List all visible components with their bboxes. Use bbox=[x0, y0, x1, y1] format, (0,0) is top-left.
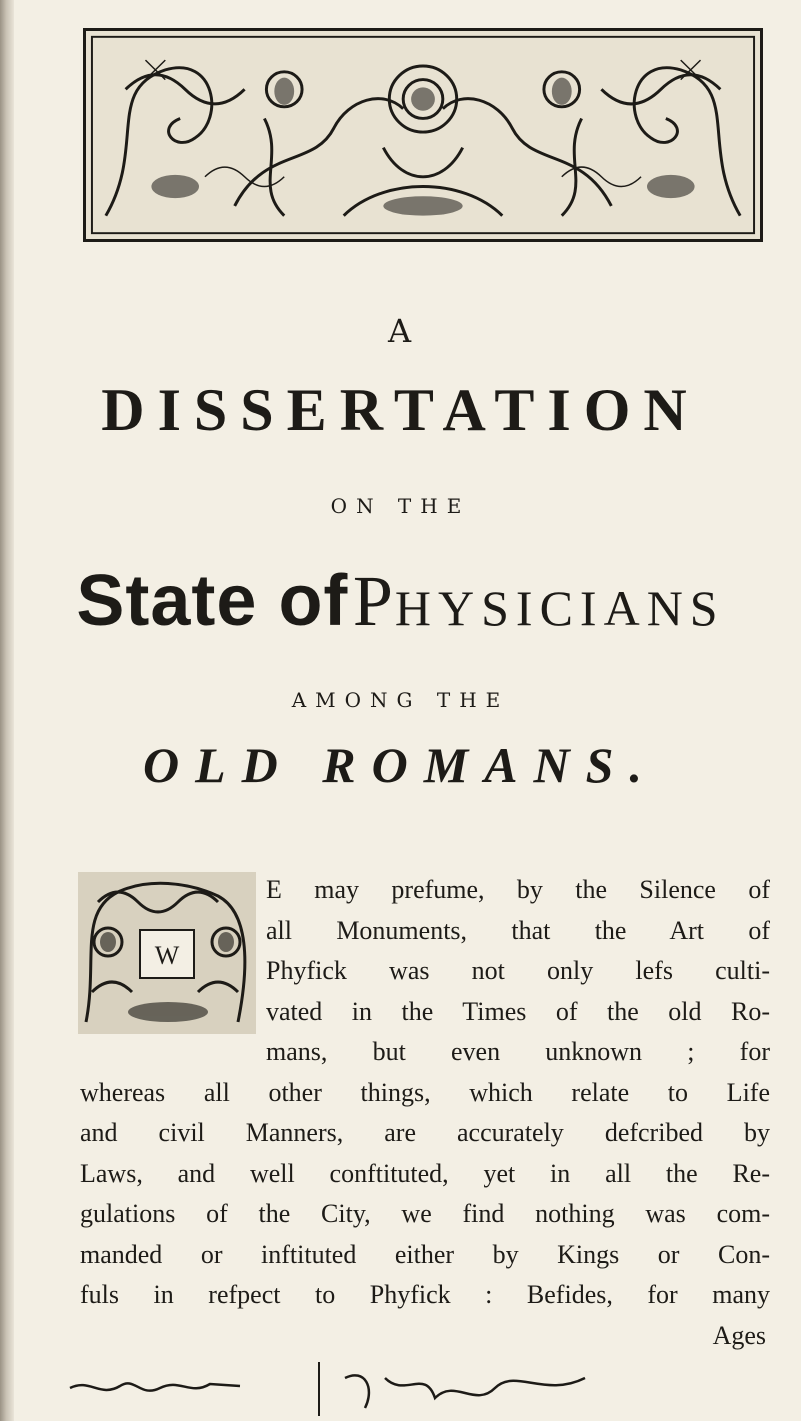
title-state-of-physicians bbox=[0, 560, 801, 643]
ornamental-headpiece bbox=[83, 28, 763, 242]
body-line: E may prefume, by the Silence of bbox=[266, 875, 770, 904]
body-line: all Monuments, that the Art of bbox=[266, 915, 770, 945]
body-line: vated in the Times of the old Ro- bbox=[266, 996, 770, 1026]
title-on-the: ON THE bbox=[330, 494, 471, 518]
handwritten-annotation-right bbox=[315, 1358, 605, 1416]
title-old-romans: OLD ROMANS. bbox=[143, 737, 658, 793]
title-physicians-cap: P bbox=[352, 561, 395, 641]
title-article: A bbox=[387, 312, 414, 350]
body-line: and civil Manners, are accurately defcribed by bbox=[80, 1118, 770, 1147]
title-dissertation: DISSERTATION bbox=[101, 377, 700, 443]
body-line: mans, but even unknown ; for bbox=[266, 1037, 770, 1066]
body-line: gulations of the City, we find nothing was com- bbox=[80, 1199, 770, 1228]
drop-cap-letter: W bbox=[154, 941, 180, 970]
body-line: manded or inftituted either by Kings or Con- bbox=[80, 1239, 770, 1269]
catchword: Ages bbox=[712, 1320, 766, 1350]
body-line: Phyfick was not only lefs culti- bbox=[266, 956, 770, 985]
title-physicians-rest: HYSICIANS bbox=[394, 580, 725, 636]
body-line: fuls in refpect to Phyfick : Befides, for many bbox=[80, 1280, 770, 1309]
title-among-the: AMONG THE bbox=[291, 688, 510, 712]
body-line: whereas all other things, which relate to Life bbox=[80, 1077, 770, 1107]
body-line: Laws, and well conftituted, yet in all the Re- bbox=[80, 1158, 770, 1188]
body-paragraph bbox=[80, 870, 770, 1356]
title-state-of: State of bbox=[76, 561, 349, 641]
handwritten-annotation-left bbox=[60, 1358, 250, 1416]
